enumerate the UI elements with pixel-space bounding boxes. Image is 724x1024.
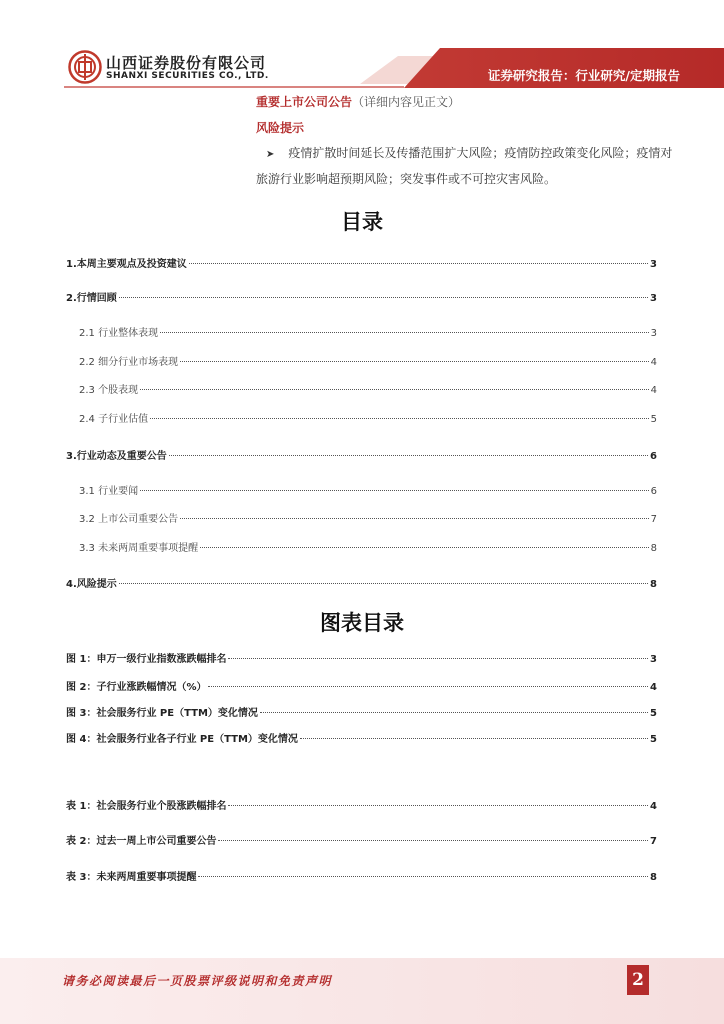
- footer-band: [0, 958, 724, 1024]
- risk-title: 风险提示: [256, 121, 305, 135]
- toc-entry-page: 3: [650, 259, 657, 270]
- notice-note: （详细内容见正文）: [352, 95, 461, 109]
- header-band: [0, 0, 724, 100]
- table-entry-label: 表 2：过去一周上市公司重要公告: [66, 836, 217, 847]
- company-logo-icon: [68, 50, 102, 84]
- toc-entry-page: 3: [650, 293, 657, 304]
- toc-entry-label: 3.2 上市公司重要公告: [79, 514, 179, 525]
- toc-entry-label: 2.行情回顾: [66, 293, 117, 304]
- figure-entry-page: 5: [650, 734, 657, 745]
- table-entry[interactable]: [66, 797, 657, 812]
- toc-entry[interactable]: [79, 510, 657, 525]
- leader-dots: [208, 686, 648, 687]
- leader-dots: [140, 490, 649, 491]
- figure-entry-page: 3: [650, 654, 657, 665]
- notice-title: 重要上市公司公告: [256, 95, 353, 109]
- toc-entry-page: 4: [650, 357, 657, 368]
- figure-entry[interactable]: [66, 678, 657, 693]
- figure-list-title: 图表目录: [320, 610, 404, 635]
- leader-dots: [169, 455, 648, 456]
- toc-entry-label: 3.3 未来两周重要事项提醒: [79, 543, 199, 554]
- toc-entry-page: 8: [650, 543, 657, 554]
- company-name-en: SHANXI SECURITIES CO., LTD.: [106, 71, 269, 81]
- notice-line: [256, 93, 460, 110]
- toc-entry-label: 2.3 个股表现: [79, 385, 139, 396]
- table-entry-label: 表 1：社会服务行业个股涨跌幅排名: [66, 801, 227, 812]
- toc-entry[interactable]: [79, 410, 657, 425]
- toc-entry[interactable]: [66, 575, 657, 590]
- toc-entry[interactable]: [79, 324, 657, 339]
- toc-title: 目录: [341, 209, 383, 234]
- figure-entry-label: 图 1：申万一级行业指数涨跌幅排名: [66, 654, 227, 665]
- leader-dots: [228, 658, 648, 659]
- toc-entry-label: 2.1 行业整体表现: [79, 328, 159, 339]
- figure-entry-label: 图 2：子行业涨跌幅情况（%）: [66, 682, 207, 693]
- report-type: 证券研究报告：行业研究/定期报告: [487, 68, 680, 83]
- table-entry-page: 7: [650, 836, 657, 847]
- leader-dots: [119, 583, 648, 584]
- toc-entry[interactable]: [66, 447, 657, 462]
- leader-dots: [180, 518, 649, 519]
- leader-dots: [150, 418, 649, 419]
- leader-dots: [300, 738, 648, 739]
- toc-entry[interactable]: [79, 482, 657, 497]
- risk-body: [256, 141, 680, 191]
- toc-entry[interactable]: [66, 255, 657, 270]
- figure-entry[interactable]: [66, 730, 657, 745]
- leader-dots: [140, 389, 649, 390]
- table-entry-page: 8: [650, 872, 657, 883]
- toc-entry-page: 4: [650, 385, 657, 396]
- figure-entry-label: 图 3：社会服务行业 PE（TTM）变化情况: [66, 708, 258, 719]
- leader-dots: [218, 840, 648, 841]
- leader-dots: [119, 297, 648, 298]
- leader-dots: [180, 361, 649, 362]
- table-entry-label: 表 3：未来两周重要事项提醒: [66, 872, 197, 883]
- table-entry-page: 4: [650, 801, 657, 812]
- leader-dots: [260, 712, 648, 713]
- toc-entry-label: 4.风险提示: [66, 579, 117, 590]
- figure-entry[interactable]: [66, 650, 657, 665]
- disclaimer-notice: 请务必阅读最后一页股票评级说明和免责声明: [62, 974, 333, 988]
- toc-entry-label: 1.本周主要观点及投资建议: [66, 259, 187, 270]
- figure-entry[interactable]: [66, 704, 657, 719]
- figure-entry-page: 5: [650, 708, 657, 719]
- toc-entry-page: 3: [650, 328, 657, 339]
- toc-entry[interactable]: [66, 289, 657, 304]
- figure-entry-label: 图 4：社会服务行业各子行业 PE（TTM）变化情况: [66, 734, 298, 745]
- toc-entry-page: 6: [650, 486, 657, 497]
- toc-entry-page: 6: [650, 451, 657, 462]
- toc-entry-label: 2.2 细分行业市场表现: [79, 357, 179, 368]
- leader-dots: [189, 263, 648, 264]
- leader-dots: [228, 805, 648, 806]
- page-number: 2: [627, 965, 649, 995]
- toc-entry-label: 3.1 行业要闻: [79, 486, 139, 497]
- toc-entry[interactable]: [79, 353, 657, 368]
- toc-entry-label: 3.行业动态及重要公告: [66, 451, 167, 462]
- leader-dots: [200, 547, 649, 548]
- table-entry[interactable]: [66, 832, 657, 847]
- table-entry[interactable]: [66, 868, 657, 883]
- toc-entry-page: 5: [650, 414, 657, 425]
- toc-entry-page: 7: [650, 514, 657, 525]
- toc-entry-page: 8: [650, 579, 657, 590]
- risk-text: 疫情扩散时间延长及传播范围扩大风险；疫情防控政策变化风险；疫情对旅游行业影响超预期风险；突发事件或不可控灾害风险。: [256, 146, 673, 186]
- leader-dots: [198, 876, 648, 877]
- toc-entry-label: 2.4 子行业估值: [79, 414, 149, 425]
- bullet-arrow-icon: ➤: [266, 149, 275, 160]
- company-name-cn: 山西证券股份有限公司: [106, 54, 267, 72]
- toc-entry[interactable]: [79, 381, 657, 396]
- toc-entry[interactable]: [79, 539, 657, 554]
- leader-dots: [160, 332, 649, 333]
- figure-entry-page: 4: [650, 682, 657, 693]
